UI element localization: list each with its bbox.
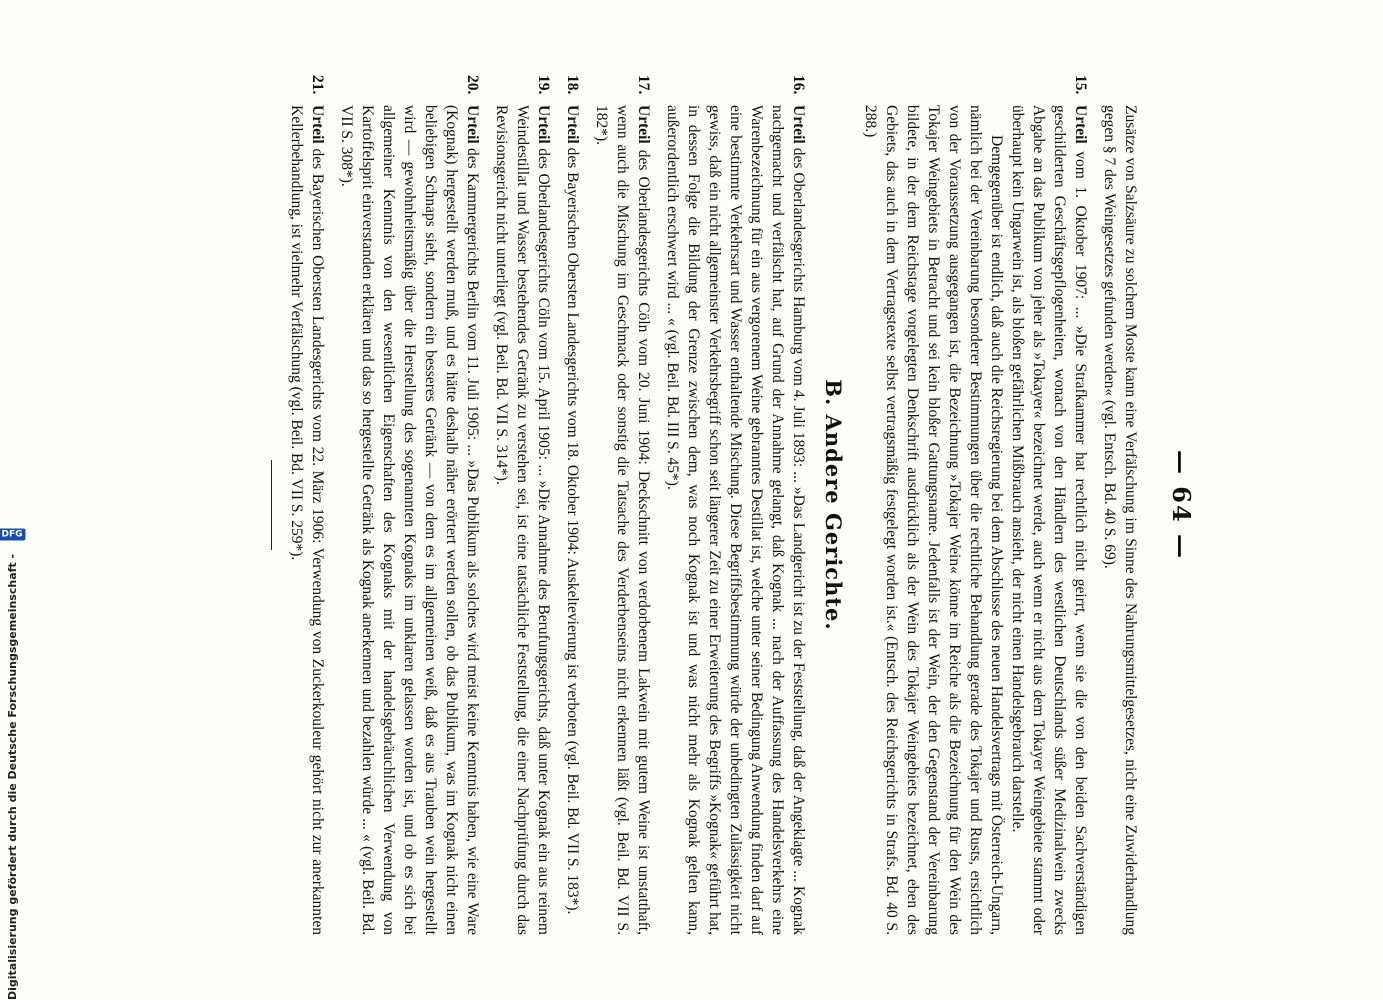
entry-text: des Oberlandesgerichts Cöln vom 15. April 1905: ... »Die Annahme des Berufungsgerichts, daß unter Kognak ein aus reinem Weindestillat und Wasser bestehendes Getränk zu verstehen sei, ist eine tatsächliche Feststellung, die einer Nachprüfung durch das Revisionsgericht nicht unterliegt (vgl. Beil. Bd. VII S. 314*). (493, 105, 552, 935)
entry-text: des Bayerischen Obersten Landesgerichts vom 22. März 1906: Verwendung von Zuckerkouleur gehört nicht zur anerkannten Kellerbehandlung, ist vielmehr Verfälschung (vgl. Beil. Bd. VII S. 259*). (288, 105, 326, 935)
entry-body (491, 105, 554, 935)
entry-label: Urteil (309, 105, 326, 144)
entry-number: 16. (790, 75, 807, 95)
entry-17 (591, 75, 654, 935)
entry-label: Urteil (1072, 105, 1089, 144)
entry-number: 19. (535, 75, 552, 95)
entry-body (286, 105, 328, 935)
page-number: — 64 — (1167, 449, 1196, 561)
entry-text: des Bayerischen Obersten Landesgerichts vom 18. Oktober 1904: Auskeltevierung ist verboten (vgl. Beil. Bd. VII S. 183*). (564, 143, 581, 915)
entry-21 (286, 75, 328, 935)
entry-number: 18. (564, 75, 581, 95)
entry-label: Urteil (564, 105, 581, 144)
section-title: B. Andere Gerichte. (821, 379, 846, 631)
entry-label: Urteil (790, 105, 807, 144)
entry-body (591, 105, 654, 935)
entry-text: des Oberlandesgerichts Cöln vom 20. Juni 1904: Deckschnitt von verdorbenem Lakwein mit gutem Weine ist unstatthaft, wenn auch die Mischung im Geschmack oder sonstig die Tatsache des Verderbenseins nicht erkennen läßt (vgl. Beil. Bd. VII S. 182*). (593, 105, 652, 935)
entry-label: Urteil (464, 105, 481, 144)
entry-body (662, 105, 809, 935)
entry-body (860, 105, 1091, 935)
entry-20 (336, 75, 483, 935)
entry-text: vom 1. Oktober 1907: ... »Die Strafkammer hat rechtlich nicht geirrt, wenn sie die von den beiden Sachverständigen geschilderten Geschäftsgepflogenheiten, wonach von den Händlern des westlichen Deutschlands süßer Medizinalwein zwecks Abgabe an das Publikum von jeher als »Tokayer« bezeichnet werde, auch wenn er nicht aus dem Tokayer Weingebiete stammt oder überhaupt kein Ungarwein ist, als bloßen gefährlichen Mißbrauch ansieht, der nicht einen Handelsgebrauch darstelle. (1009, 105, 1089, 935)
digitization-credit (2, 0, 22, 1000)
entry-number: 17. (635, 75, 652, 95)
dfg-logo: DFG (0, 528, 26, 540)
entry-text: des Oberlandesgerichts Hamburg vom 4. Juli 1893: ... »Das Landgericht ist zu der Feststellung, daß der Angeklagte ... Kognak nachgemacht und verfälscht hat, auf Grund der Annahme gelangt, daß Kognak ... nach der Auffassung des Handelsverkehrs eine Warenbezeichnung für ein aus vergorenem Weine gebranntes Destillat ist, welche unter seiner Bedingung Anwendung finden darf auf eine bestimmte Verkehrsart und Wasser enthaltende Mischung. Diese Begriffsbestimmung würde der unbedingten Zulässigkeit nicht gewiss, daß ein nicht allgemeinster Verkehrsbegriff schon seit längerer Zeit zu einer Erweiterung des Begriffs »Kognak« geführt hat, in dessen Folge die Bildung der Grenze zwischen dem, was noch Kognak ist und was nicht mehr als Kognak gelten kann, außerordentlich erschwert wird ... « (vgl. Beil. Bd. III S. 45*). (664, 105, 807, 935)
entry-paragraph: Demgegenüber ist endlich, daß auch die Reichsregierung bei dem Abschlusse des neuen Handelsvertrags mit Österreich-Ungarn, nämlich bei der Vereinbarung besonderer Bestimmungen über die rechtliche Behandlung gerade des Tokajer und Rusts, ersichtlich von der Voraussetzung ausgegangen ist, die Bezeichnung »Tokajer Wein« könne im Reiche als die Bezeichnung für den Wein des Tokajer Weingebiets in Betracht und sei kein bloßer Gattungsname. Jedenfalls ist der Wein, der den Gegenstand der Vereinbarung bildete, in der dem Reichstage vorgelegten Denkschrift ausdrücklich als der Wein des Tokajer Weingebiets bezeichnet, eben des Gebiets, das auch in dem Vertragstexte selbst vertragsmäßig festgelegt worden ist.« (Entsch. des Reichsgerichts in Strafs. Bd. 40 S. 288.) (862, 105, 1005, 935)
credit-text: Digitalisierung gefördert durch die Deutsche Forschungsgemeinschaft - (5, 553, 19, 1000)
entry-16 (662, 75, 809, 935)
entry-number: 15. (1072, 75, 1089, 95)
rotated-page-content (176, 75, 1196, 935)
entry-label: Urteil (635, 105, 652, 144)
closing-rule (271, 460, 272, 550)
continued-paragraph: Zusätze von Salzsäure zu solchem Moste kann eine Verfälschung im Sinne des Nahrungsmittelgesetzes, nicht eine Zuwiderhandlung gegen § 7 des Weingesetzes gefunden werden« (vgl. Entsch. Bd. 40 S. 69). (1101, 105, 1139, 935)
entry-label: Urteil (535, 105, 552, 144)
entry-number: 21. (309, 75, 326, 95)
entry-text: des Kammergerichts Berlin vom 11. Juli 1905: ... »Das Publikum als solches wird meist keine Kenntnis haben, wie eine Ware (Kognak) hergestellt werden muß, und es hätte deshalb näher erörtert werden sollen, ob das Publikum, was im Kognak nicht einen beliebigen Schnaps sieht, sondern ein besseres Getränk — von dem es im allgemeinen weiß, daß es aus Trauben wein hergestellt wird — gewohnheitsmäßig über die Herstellung des sogenannten Kognaks im unklaren gelassen worden ist, und ob es sich bei allgemeiner Kenntnis von den wesentlichen Eigenschaften des Kognaks mit der handelsgebräuchlichen Verwendung von Kartoffelsprit einverstanden erklären und das so hergestellte Getränk als Kognak anerkennen und bezahlen würde ... « (vgl. Beil. Bd. VII S. 308*). (338, 105, 481, 935)
entry-body (562, 105, 583, 935)
entry-18 (562, 75, 583, 935)
entry-19 (491, 75, 554, 935)
entry-number: 20. (464, 75, 481, 95)
entry-15 (860, 75, 1091, 935)
entry-body (336, 105, 483, 935)
